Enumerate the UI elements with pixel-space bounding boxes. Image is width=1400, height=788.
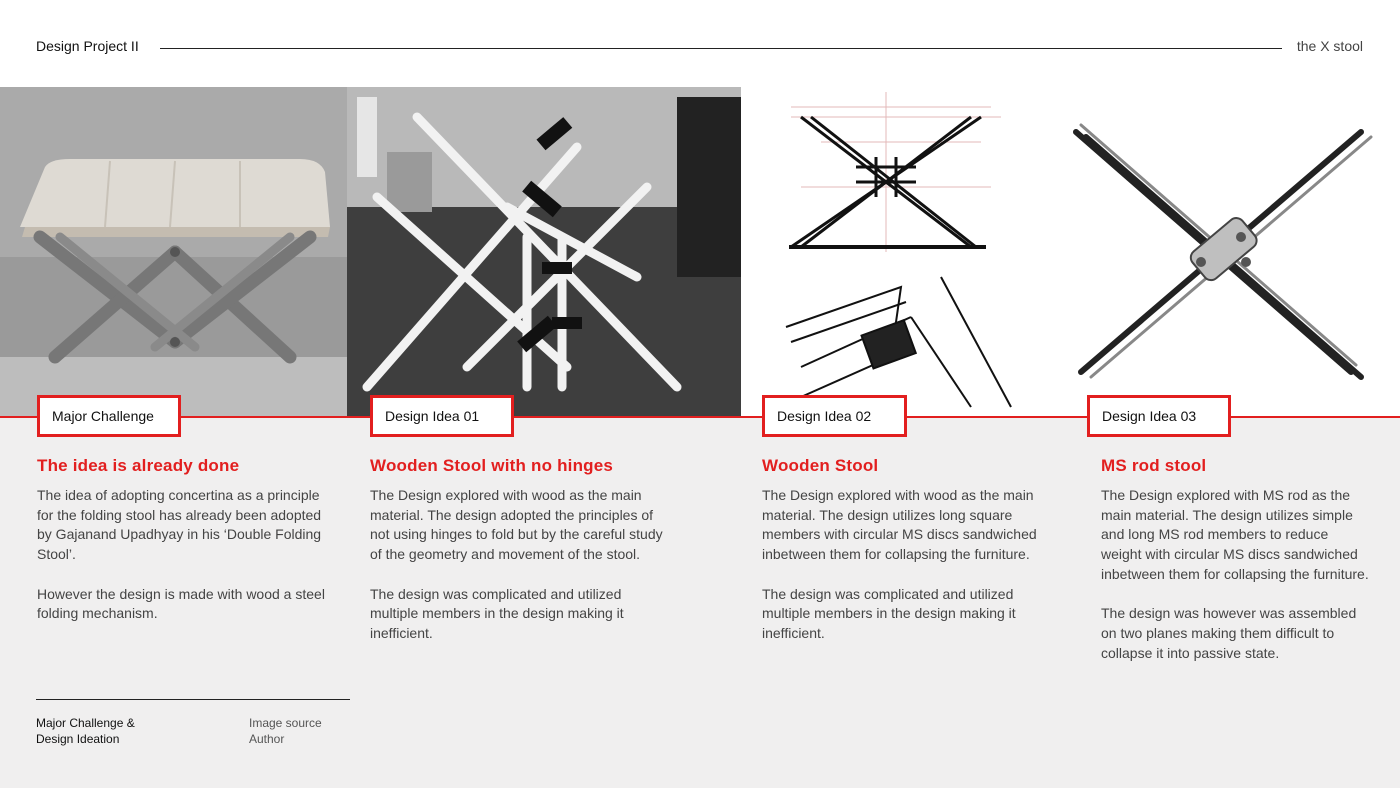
- paragraph: The design was however was assembled on two planes making them difficult to collapse it into passive state.: [1101, 605, 1357, 661]
- footer-section-line1: Major Challenge &: [36, 716, 135, 730]
- title-design-idea-02: Wooden Stool: [762, 456, 879, 475]
- footer-source-value: Author: [249, 732, 285, 746]
- paragraph: The design was complicated and utilized multiple members in the design making it inefficient.: [370, 585, 624, 641]
- footer-section-name: [36, 715, 135, 747]
- label-design-idea-03: Design Idea 03: [1087, 395, 1231, 437]
- photo-wooden-model: [347, 87, 741, 416]
- body-major-challenge: [37, 486, 327, 644]
- photo-double-folding-stool: [0, 87, 347, 416]
- paragraph: The Design explored with MS rod as the main material. The design utilizes simple and long MS rod members to reduce weight with circular MS discs sandwiched inbetween them for collapsing the furniture.: [1101, 487, 1369, 582]
- paragraph: The Design explored with wood as the main material. The design adopted the principles of not using hinges to fold but by the careful study of the geometry and movement of the stool.: [370, 487, 663, 563]
- photo-ms-rod-stool: [1041, 87, 1400, 416]
- body-design-idea-03: [1101, 486, 1369, 683]
- header-divider: [160, 48, 1282, 49]
- title-design-idea-01: Wooden Stool with no hinges: [370, 456, 614, 475]
- paragraph: However the design is made with wood a steel folding mechanism.: [37, 585, 325, 622]
- sketch-wooden-stool: [741, 87, 1041, 416]
- body-design-idea-02: [762, 486, 1062, 663]
- body-design-idea-01: [370, 486, 665, 663]
- footer-image-source: [249, 715, 322, 747]
- project-subtitle: the X stool: [1296, 38, 1363, 54]
- title-design-idea-03: MS rod stool: [1101, 456, 1207, 475]
- paragraph: The idea of adopting concertina as a principle for the folding stool has already been adopted by Gajanand Upadhyay in his ‘Double Folding Stool’.: [37, 487, 322, 563]
- paragraph: The Design explored with wood as the main material. The design utilizes long square members with circular MS discs sandwiched inbetween them for collapsing the furniture.: [762, 487, 1037, 563]
- label-design-idea-01: Design Idea 01: [370, 395, 514, 437]
- footer-source-label: Image source: [249, 716, 322, 730]
- title-major-challenge: The idea is already done: [37, 456, 240, 475]
- project-title: Design Project II: [36, 38, 139, 54]
- label-major-challenge: Major Challenge: [37, 395, 181, 437]
- label-design-idea-02: Design Idea 02: [762, 395, 907, 437]
- footer-section-line2: Design Ideation: [36, 732, 120, 746]
- paragraph: The design was complicated and utilized multiple members in the design making it inefficient.: [762, 585, 1016, 641]
- footer-divider: [36, 699, 350, 700]
